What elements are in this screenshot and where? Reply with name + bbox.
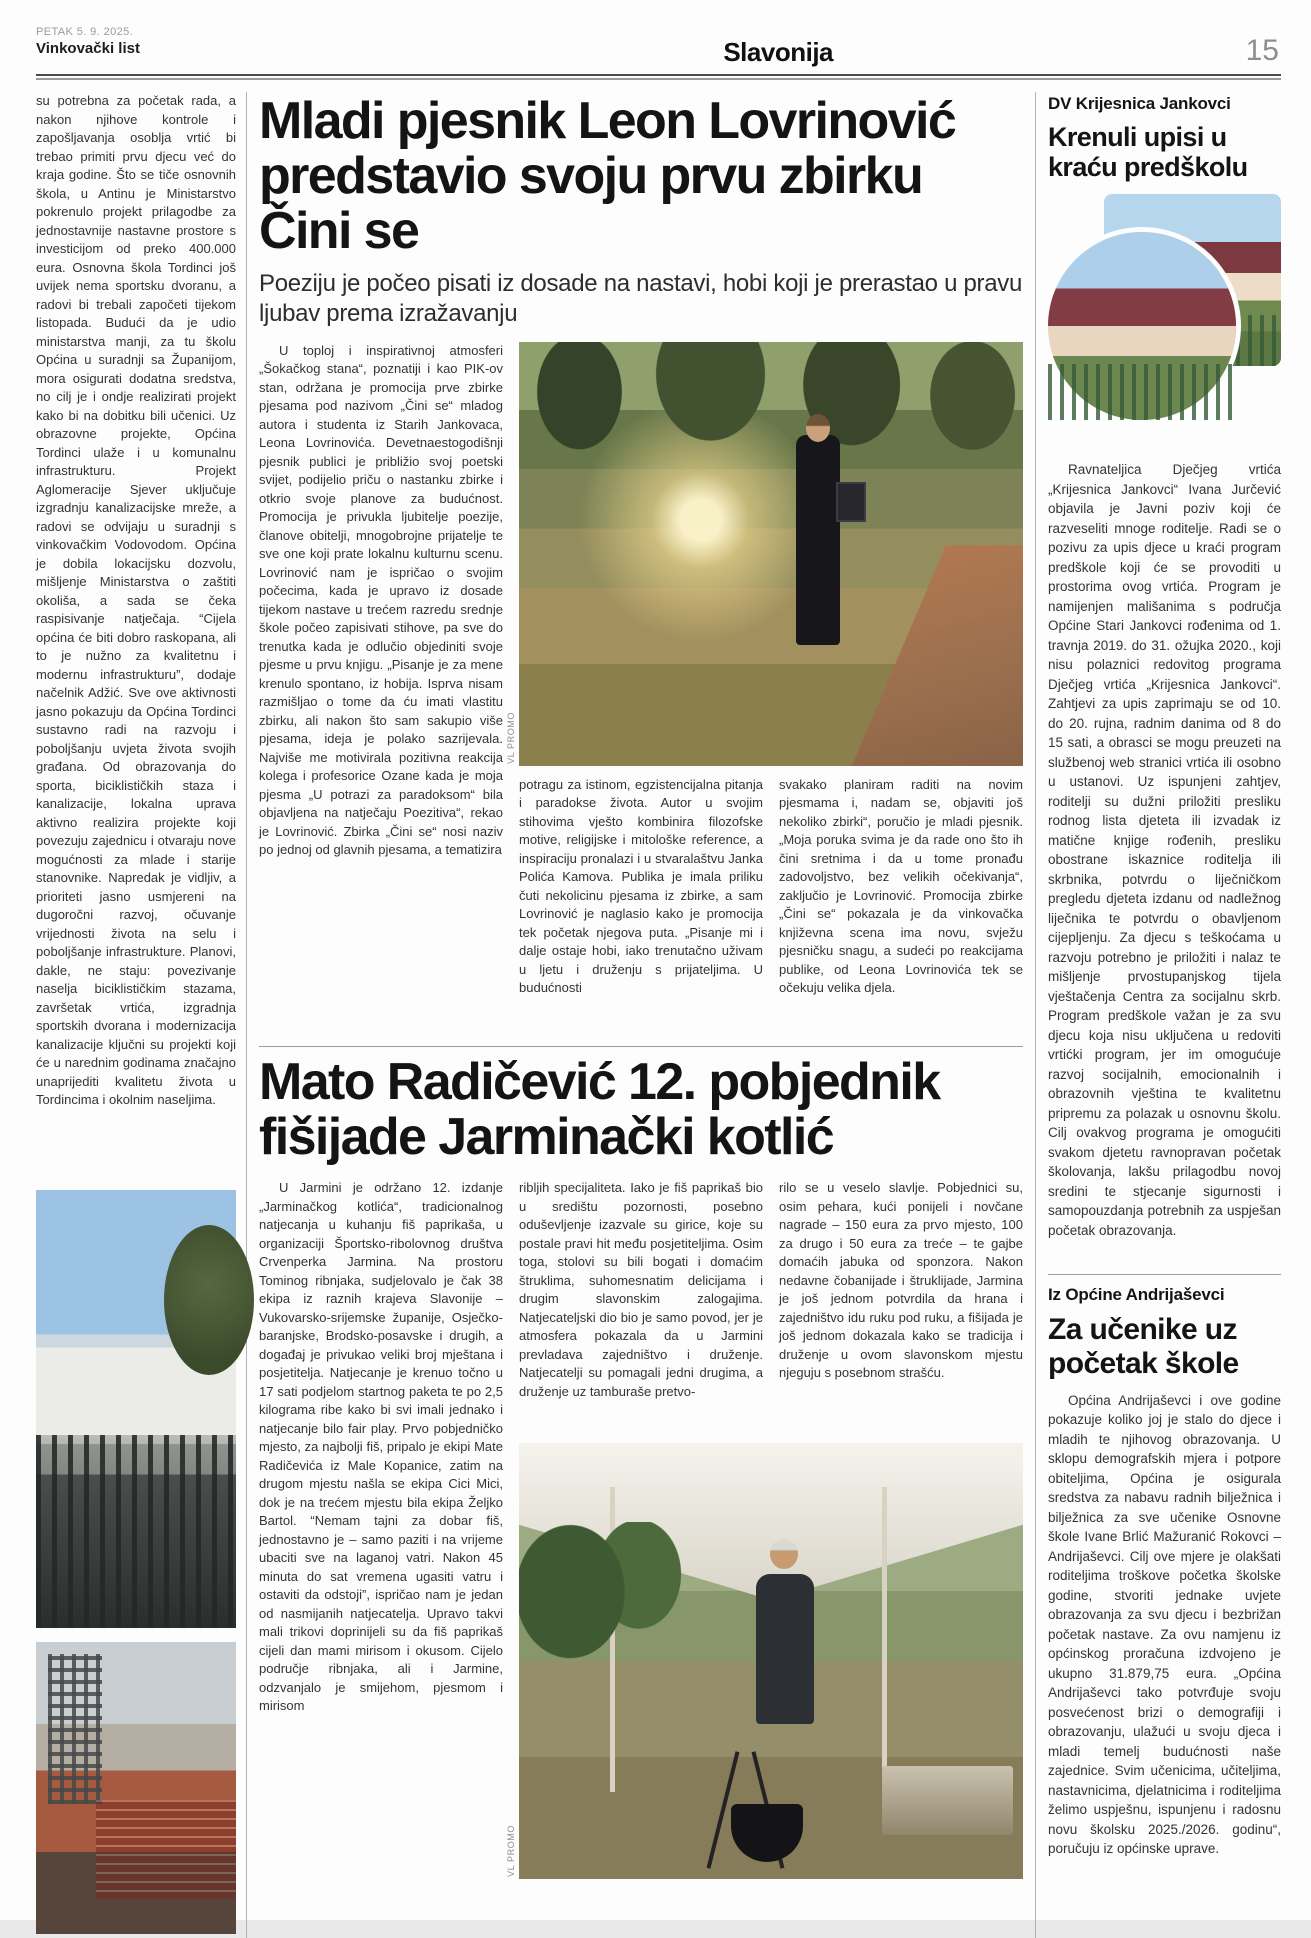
article1-body [259,342,1023,1034]
brick-wall-image [96,1800,236,1899]
article1-headline: Mladi pjesnik Leon Lovrinović predstavio svoju prvu zbirku Čini se [259,92,956,261]
article1-column-2: potragu za istinom, egzistencijalna pitanja i paradokse života. Autor u svojim stihovima vješto kombinira filozofske motive, religijske i mitološke reference, a inspiraciju pronalazi i u stvaralaštvu Janka Polića Kamova. Publika je imala priliku čuti nekolicinu pjesama iz zbirke, a sam Lovrinović je naglasio kako je promocija tek početak njegova puta. „Pisanje mi i dalje ostaje hobi, iako trenutačno uživam u ljetu i druženju s prijateljima. U budućnosti [519,776,763,996]
article2-column-2: ribljih specijaliteta. Iako je fiš paprikaš bio u središtu pozornosti, posebno oduševljenje izazvale su girice, koje su postale pravi hit među posjetiteljima. Osim toga, stolovi su bili bogati i domaćim štruklima, suhomesnatim delicijama i drugim slavonskim zalogajima. Natjecateljski dio bio je samo povod, jer je atmosfera pokazala da u Jarmini prevladava zajedništvo i druženje. Natjecatelji su pomagali jedni drugima, a druženje uz tamburaše pretvo- [519,1180,763,1399]
crane-tower-image [48,1654,102,1804]
table-image [882,1766,1013,1836]
sidebar1-body: Ravnateljica Dječjeg vrtića „Krijesnica Jankovci“ Ivana Jurčević objavila je Javni poziv koji će razveseliti mnoge roditelje. Radi se o pozivu za upis djece u kraći program predškole koji će se provoditi u prostorima ovog vrtića. Program je namijenjen mališanima s područja Općine Stari Jankovci rođenima od 1. travnja 2019. do 31. ožujka 2020., koji nisu polaznici redovitog programa Dječjeg vrtića „Krijesnica Jankovci“. Zahtjevi za upis zaprimaju se od 10. do 20. rujna, radnim danima od 8 do 15 sati, a obrasci se mogu preuzeti na službenoj web stranici vrtića ili osobno u ustanovi. Uz ispunjeni zahtjev, roditelji su dužni priložiti presliku rodnog lista djeteta ili izvadak iz matične knjige rođenih, presliku obostrane iskaznice roditelja ili skrbnika, potvrdu o liječničkom pregledu djeteta izdanu od nadležnog liječnika te potvrdu o obavljenom cijepljenju. Za djecu s teškoćama u razvoju potrebno je priložiti i nalaz te mišljenje prvostupanjskog tijela vještačenja Centra za socijalnu skrb. Program predškole važan je za svu djecu koja nisu uključena u redoviti vrtićki program, jer im omogućuje razvoj socijalnih, emocionalnih i obrazovnih vještina te kvalitetnu pripremu za polazak u osnovnu školu. Cilj ovakvog programa je omogućiti svakom djetetu ravnopravan početak školovanja, lakšu prilagodbu novoj sredini te stjecanje sigurnosti i samopouzdanja potrebnih za uspješan početak obrazovanja. [1048,462,1281,1238]
article1-right-region [506,342,1023,1034]
sidebar-photo-kindergarten [1048,194,1281,430]
article2-photo-credit: VL PROMO [506,1825,516,1878]
poet-head-image [806,414,830,442]
trees-silhouette-image [519,342,1023,520]
trees-image [519,1522,690,1696]
page-header [36,26,1281,68]
issue-date: PETAK 5. 9. 2025. [36,26,134,38]
sidebar2-kicker: Iz Općine Andrijaševci [1048,1285,1225,1305]
article1-lower-columns [519,776,1023,1034]
article-poet-lovrinovic [259,94,1023,1034]
header-rule [36,74,1281,80]
header-left [36,26,1281,57]
article2-upper-columns [519,1179,1023,1431]
article-divider-rule [259,1046,1023,1047]
cook-head-image [770,1539,798,1569]
paved-path-image [852,545,1023,765]
poet-silhouette-image [796,435,840,645]
tree-image [164,1225,254,1375]
sidebar2-body: Općina Andrijaševci i ove godine pokazuje koliko joj je stalo do djece i mladih te njihovog obrazovanja. U sklopu demografskih mjera i potpore obiteljima, Općina je osigurala sredstva za nabavu radnih bilježnica i bilježnica za sve učenike Osnovne škole Ivane Brlić Mažuranić Rokovci – Andrijaševci. Cilj ove mjere je olakšati roditeljima troškove početka školske godine, stvoriti jednake uvjete obrazovanja za svu djecu i bezbrižan početak nastave. Za ovu namjenu iz općinskog proračuna izdvojeno je ukupno 31.879,75 eura. „Općina Andrijaševci tako potvrđuje svoju posvećenost brizi o demografiji i obrazovanju, ulažući u svoju djeca i mladi temelj budućnosti naše zajednice. Svim učenicima, učiteljima, nastavnicima, djelatnicima i roditeljima želimo uspješnu, ispunjenu i radosnu novu školsku 2025./2026. godinu“, poručuju iz općinske uprave. [1048,1392,1281,1857]
cook-silhouette-image [756,1574,814,1724]
article2-body [259,1179,1023,1879]
left-photo-kindergarten-building [36,1190,236,1628]
cooking-pot-image [731,1804,803,1862]
section-title: Slavonija [723,37,833,67]
sidebar2-title: Za učenike uz početak škole [1048,1313,1239,1381]
main-column [246,92,1036,1938]
masthead: Vinkovački list [36,40,140,57]
sidebar-divider-rule [1048,1274,1281,1275]
poetry-book-image [836,482,866,522]
article1-column-3: svakako planiram raditi na novim pjesmama i, nadam se, objaviti još nekoliko zbirki“, poručio je mladi pjesnik. „Moja poruka svima je da rade ono što ih čini sretnima i da u tome pronađu zadovoljstvo, bez velikih očekivanja“, zaključio je Lovrinović. Promocija zbirke „Čini se“ pokazala je da vinkovačka književna scena ima novu, svježu pjesničku snagu, a sudeći po reakcijama publike, od Leona Lovrinovića tek se očekuju velika djela. [779,776,1023,996]
article1-deck: Poeziju je počeo pisati iz dosade na nastavi, hobi koji je prerastao u pravu ljubav prema izražavanju [259,270,1023,327]
article2-column-1: U Jarmini je održano 12. izdanje „Jarminačkog kotlića“, tradicionalnog natjecanja u kuhanju fiš paprikaša, u organizaciji Športsko-ribolovnog društva Crvenperka Jarmina. Na prostoru Tominog ribnjaka, sudjelovalo je čak 38 ekipa iz raznih krajeva Slavonije – Vukovarsko-srijemske županije, Osječko-baranjske, Brodsko-posavske i drugih, a događaj je privukao veliki broj mještana i posjetitelja. Natjecanje je krenuo točno u 17 sati podjelom startnog paketa te po 2,5 kilograma ribe kako bi svi imali jednako i natjecanje bilo fair play. Prvo pobjedničko mjesto, za najbolji fiš, pripalo je ekipi Mate Radičevića iz Male Kopanice, zatim na drugom mjestu našla se ekipa Cici Mici, dok je na trećem mjestu bila ekipa Željko Bartol. “Nemam tajni za dobar fiš, jednostavno je – samo paziti i na vrijeme ubaciti sve na laganoj vatri. Nakon 45 minuta do sat vremena ugasiti vatru i ostaviti da odstoji”, ispričao nam je jedan od nasmijanih natjecatelja. Upravo takvi mali trikovi doprinijeli su da fiš paprikaš cijeli dan mami mirisom i okusom. Cijelo područje ribnjaka, ali i Jarmine, odzvanjalo je smijehom, pjesmom i mirisom [259,1180,503,1714]
sidebar-story-preschool [1048,94,1281,1260]
article1-photo-poet-in-park [506,342,1023,766]
page-content [36,92,1281,1938]
article1-photo-credit: VL PROMO [506,711,516,764]
sidebar1-kicker: DV Krijesnica Jankovci [1048,94,1231,113]
left-photo-construction-site [36,1642,236,1934]
article2-right-region [506,1179,1023,1879]
article2-column-3: rilo se u veselo slavlje. Pobjednici su, osim pehara, kući ponijeli i novčane nagrade – 150 eura za prvo mjesto, 100 za drugo i 50 eura za treće – te gajbe domaćih jabuka od sponzora. Nakon nedavne čobanijade i štruklijade, Jarmina je još jednom potvrdila da hrana i zajedništvo idu ruku pod ruku, a fišijada je još jednom dokazala kako se tradicija i druženje u ovom slavonskom mjestu njeguju s posebnom strašću. [779,1180,1023,1381]
fence-image [36,1435,236,1628]
green-fence-image [1048,364,1236,420]
article1-column-1: U toploj i inspirativnoj atmosferi „Šokačkog stana“, poznatiji i kao PIK-ov stan, održana je promocija prve zbirke pjesama pod nazivom „Čini se“ mladog autora i studenta iz Starih Jankovaca, Leona Lovrinovića. Devetnaestogodišnji pjesnik publici je približio svoj poetski svijet, podijelio priču o nastanku zbirke i otkrio svoje planove za budućnost. Promocija je privukla ljubitelje poezije, članove obitelji, mnogobrojne prijatelje te sve one koji prate lokalnu kulturnu scenu. Lovrinović nam je ispričao o svojim počecima, kada je upravo iz dosade tijekom nastave u trećem razredu srednje škole počeo zapisivati stihove, pa sve do trenutka kada je odlučio objediniti svoje pjesme u prvu knjigu. „Pisanje je za mene krenulo spontano, iz hobija. Isprva nisam razmišljao o tome da ću imati vlastitu zbirku, ali nakon što sam sakupio više pjesama, ideja je polako sazrijevala. Najviše me motivirala pozitivna reakcija kolega i profesorice Ozane kada je moja pjesma „U potrazi za paradoksom“ bila objavljena na natječaju Poezitiva“, rekao je Lovrinović. Zbirka „Čini se“ nosi naziv po jednoj od glavnih pjesama, a tematizira [259,342,503,858]
article2-headline: Mato Radičević 12. pobjednik fišijade Jarminački kotlić [259,1052,940,1166]
article2-photo-cooking-contest [506,1443,1023,1879]
tent-pole-image [882,1487,887,1792]
kindergarten-circle-detail-image [1048,232,1236,420]
article-fisijada-jarmina [259,1052,1023,1879]
sidebar-story-school-supplies [1048,1285,1281,1930]
left-column [36,92,236,1938]
page-number: 15 [1245,34,1279,67]
sidebar-column [1036,92,1281,1938]
left-column-text: su potrebna za početak rada, a nakon njihove kontrole i zapošljavanja osoblja vrtić bi trebao primiti prvu djecu već do kraja godine. Što se tiče osnovnih škola, u Antinu je Ministarstvo pokrenulo projekt prilagodbe za jednostavnije nastavne prostore s investicijom od preko 400.000 eura. Osnovna škola Tordinci još uvijek nema sportsku dvoranu, a radovi bi trebali započeti tijekom listopada. Budući da je udio ministarstva manji, za tu školu Općina u suradnji sa Županijom, mora osigurati dodatna sredstva, no cilj je i ondje realizirati projekt kako bi na dobitku bili učenici. Uz obrazovne projekte, Općina Tordinci ulaže i u komunalnu infrastrukturu. Projekt Aglomeracije Sjever uključuje izgradnju kanalizacijske mreže, a radovi se odvijaju u suradnji s vinkovačkim Vodovodom. Općina je dobila lokacijsku dozvolu, mišljenje Ministarstva o zaštiti okoliša, a sada se čeka raspisivanje natječaja. “Cijela općina će biti dobro raskopana, ali to je nužno za kvalitetnu i modernu infrastrukturu”, dodaje načelnik Adžić. Sve ove aktivnosti jasno pokazuju da Općina Tordinci sustavno radi na razvoju i poboljšanju uvjeta života svojih građana. Od obrazovanja do sporta, biciklističkih staza i kanalizacije, lokalna uprava aktivno realizira projekte koji povezuju zajednicu i otvaraju nove mogućnosti za mlade i starije stanovnike. Napredak je vidljiv, a prioriteti jasno usmjereni na dugoročni razvoj, očuvanje vrijednosti života na selu i poboljšanje infrastrukture. Planovi, dakle, ne staju: povezivanje naselja biciklističkim stazama, završetak vrtića, izgradnja sportskih dvorana i modernizacija kanalizacije ključni su projekti koji će u narednim godinama značajno unaprijediti kvalitetu života u Tordincima i okolnim naseljima. [36,93,236,1107]
sidebar1-title: Krenuli upisi u kraću predškolu [1048,122,1248,183]
